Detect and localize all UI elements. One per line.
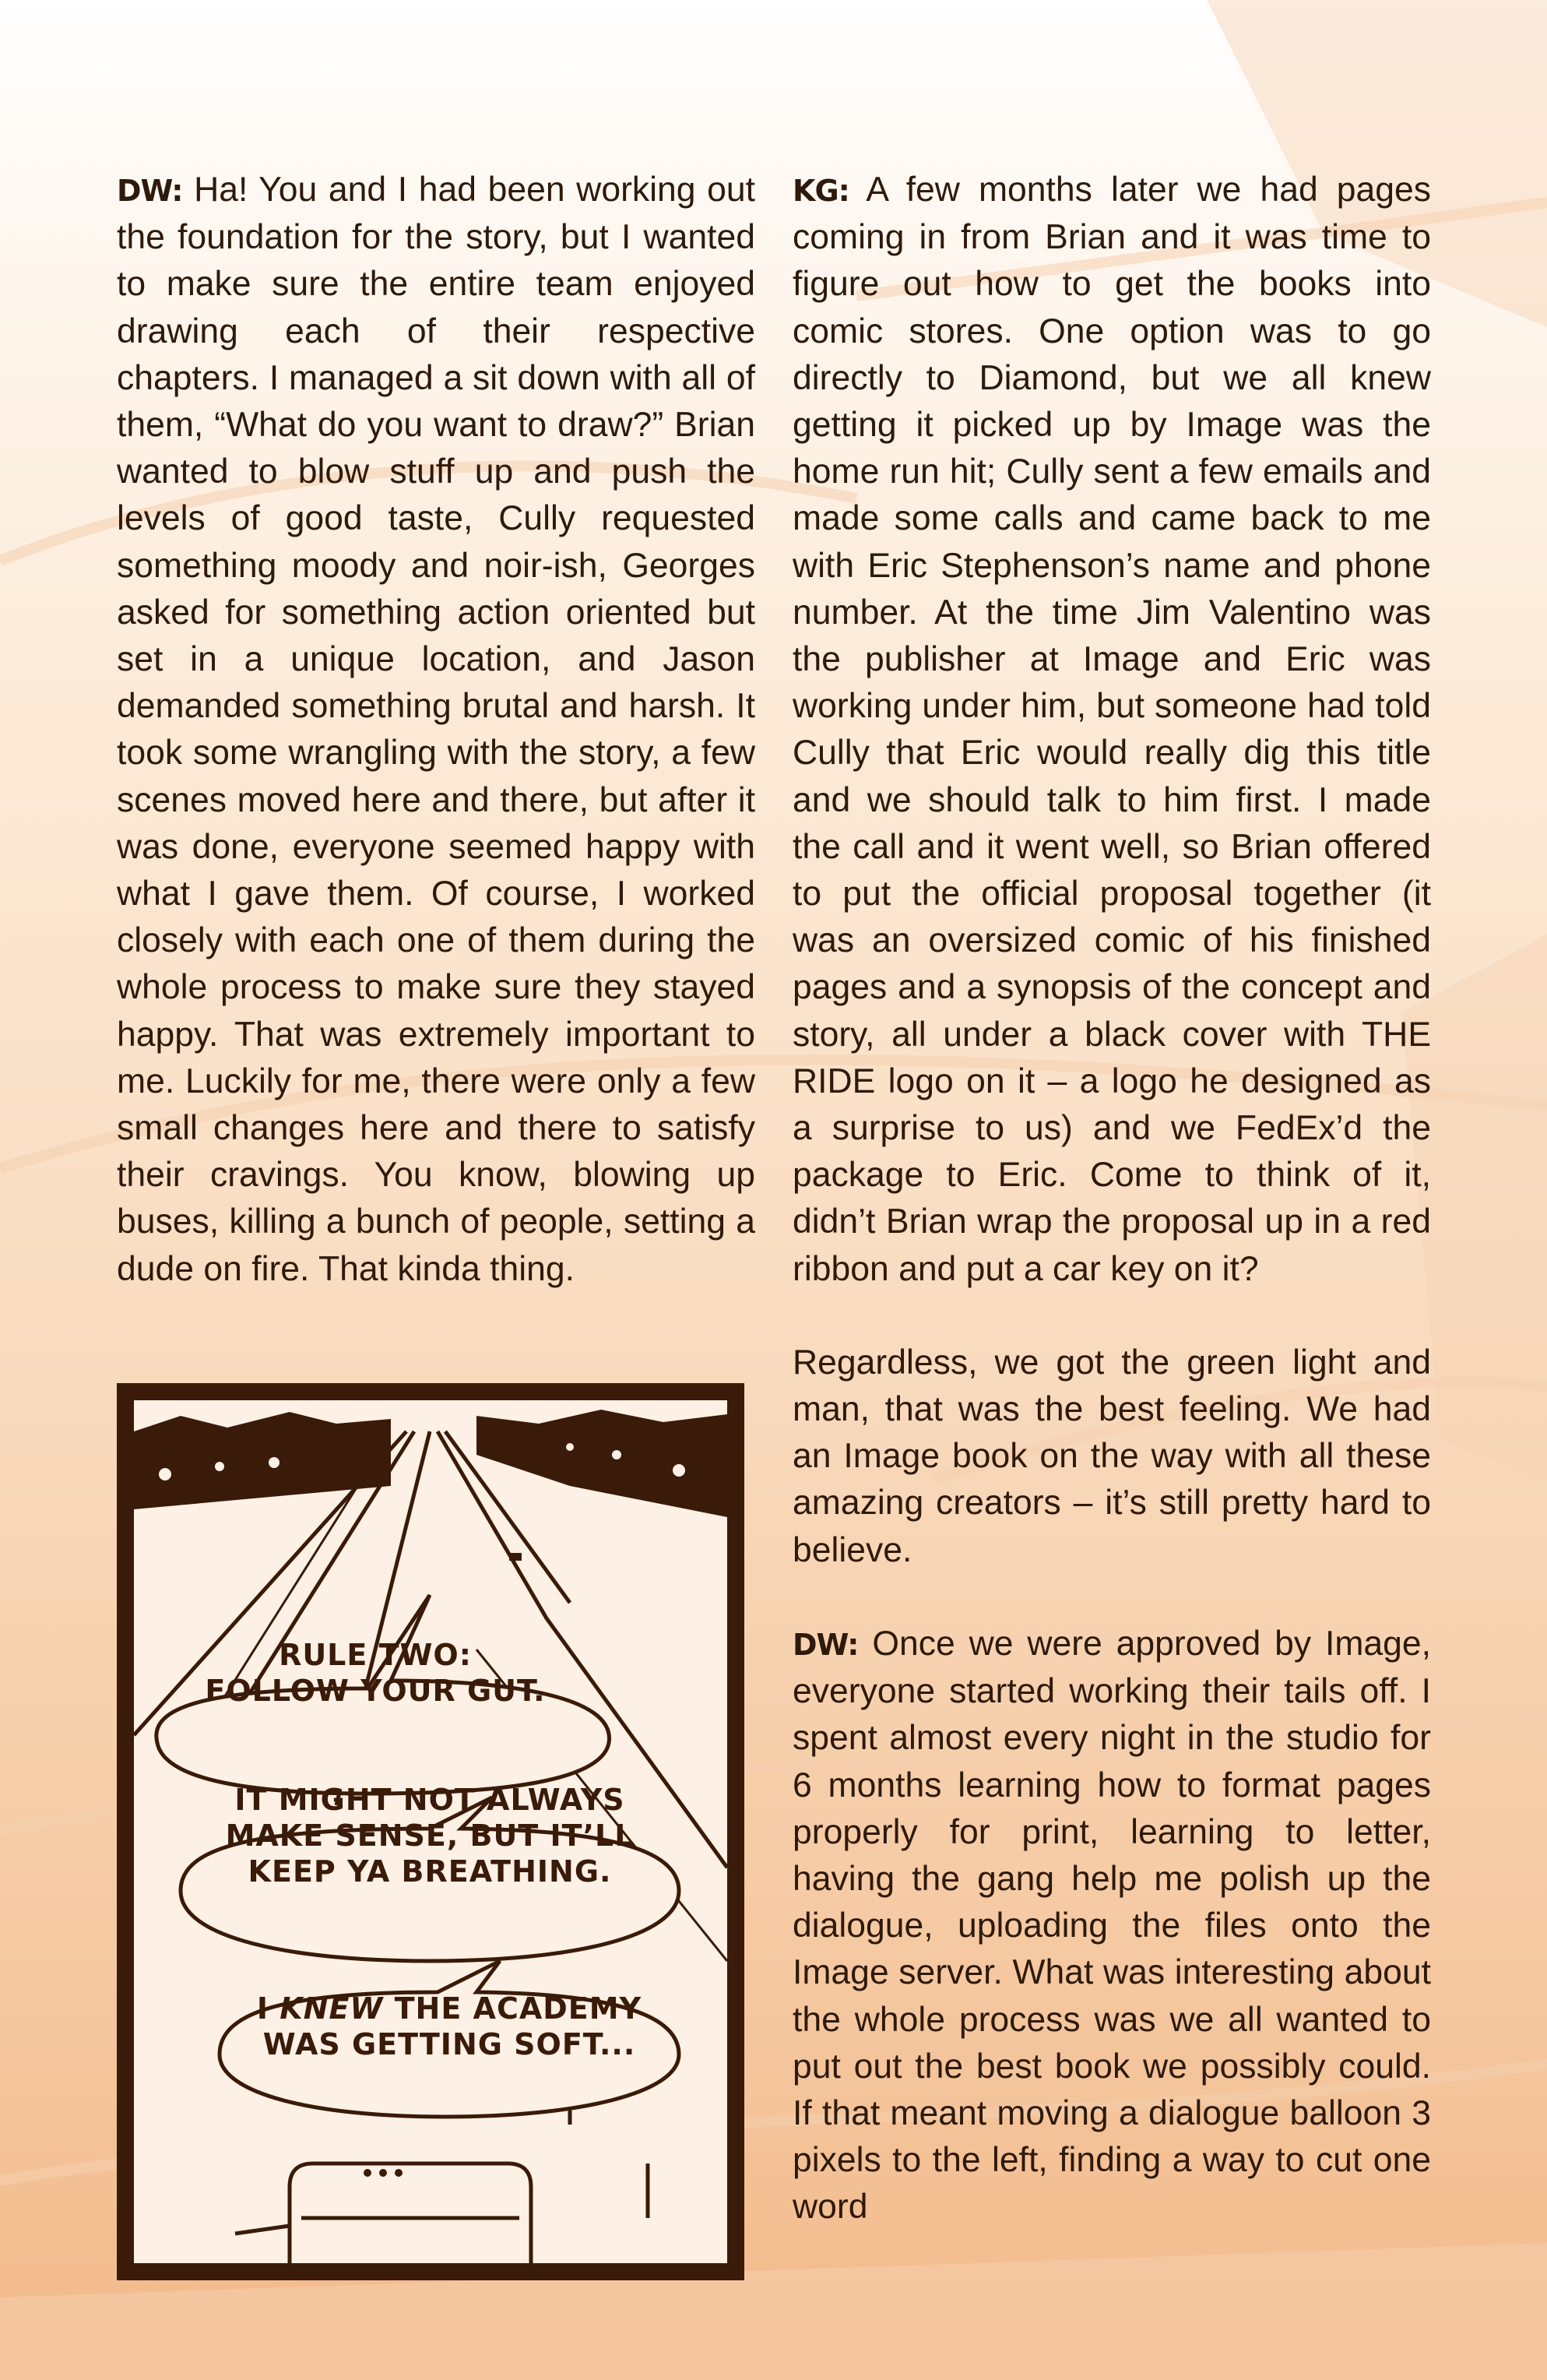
- balloon-line: IT MIGHT NOT ALWAYS: [234, 1783, 625, 1817]
- speaker-label: DW:: [117, 174, 183, 208]
- speech-balloon-1: [173, 1637, 578, 1709]
- balloon-line: KEEP YA BREATHING.: [248, 1854, 612, 1889]
- paragraph-text: A few months later we had pages coming in from Brian and it was time to figure out how to get the books into comic stores. One option was to go directly to Diamond, but we all knew getting it picked up by Image was the home run hit; Cully sent a few emails and made some calls and came back to me with Eric Stephenson’s name and phone number. At the time Jim Valentino was the publisher at Image and Eric was working under him, but someone had told Cully that Eric would really dig this title and we should talk to him first. I made the call and it went well, so Brian offered to put the official proposal together (it was an oversized comic of his finished pages and a synopsis of the concept and story, all under a black cover with THE RIDE logo on it – a logo he designed as a surprise to us) and we FedEx’d the package to Eric. Come to think of it, didn’t Brian wrap the proposal up in a red ribbon and put a car key on it?: [793, 171, 1431, 1288]
- balloon-line: MAKE SENSE, BUT IT’LL: [225, 1818, 635, 1853]
- balloon-line: RULE TWO:: [279, 1638, 472, 1672]
- balloon-text-segment: THE ACADEMY: [383, 1991, 642, 2026]
- paragraph-text: Regardless, we got the green light and man, that was the best feeling. We had an Image book on the way with all these amazing creators – it’s still pretty hard to believe.: [793, 1343, 1431, 1569]
- speech-balloon-2: [181, 1782, 679, 1889]
- speech-balloon-3: [220, 1991, 679, 2062]
- paragraph-text: Once we were approved by Image, everyone started working their tails off. I spent almost every night in the studio for 6 months learning how to format pages properly for print, learning to letter, having the gang help me polish up the dialogue, uploading the files onto the Image server. What was interesting about the whole process was we all wanted to put out the best book we possibly could. If that meant moving a dialogue balloon 3 pixels to the left, finding a way to cut one word: [793, 1624, 1431, 2227]
- balloon-text-segment: I: [256, 1991, 280, 2026]
- speaker-label: DW:: [793, 1627, 859, 1662]
- left-column: [117, 167, 755, 1293]
- paragraph-text: Ha! You and I had been working out the foundation for the story, but I wanted to make sure the entire team enjoyed drawing each of their respective chapters. I managed a sit down with all of them, “What do you want to draw?” Brian wanted to blow stuff up and push the levels of good taste, Cully requested something moody and noir-ish, Georges asked for something action oriented but set in a unique location, and Jason demanded something brutal and harsh. It took some wrangling with the story, a few scenes moved here and there, but after it was done, everyone seemed happy with what I gave them. Of course, I worked closely with each one of them during the whole process to make sure they stayed happy. That was extremely important to me. Luckily for me, there were only a few small changes here and there to satisfy their cravings. You know, blowing up buses, killing a bunch of people, setting a dude on fire. That kinda thing.: [117, 171, 755, 1288]
- paragraph: [793, 1621, 1431, 2231]
- balloon-line: WAS GETTING SOFT...: [262, 2027, 636, 2061]
- balloon-line: [220, 1991, 679, 2026]
- balloon-line: FOLLOW YOUR GUT.: [205, 1674, 546, 1708]
- speaker-label: KG:: [793, 174, 849, 208]
- paragraph: [793, 167, 1431, 1293]
- emphasized-word: KNEW: [280, 1991, 384, 2026]
- right-column: [793, 167, 1431, 2231]
- paragraph: [793, 1340, 1431, 1574]
- comic-panel: [117, 1383, 744, 2280]
- paragraph: [117, 167, 755, 1293]
